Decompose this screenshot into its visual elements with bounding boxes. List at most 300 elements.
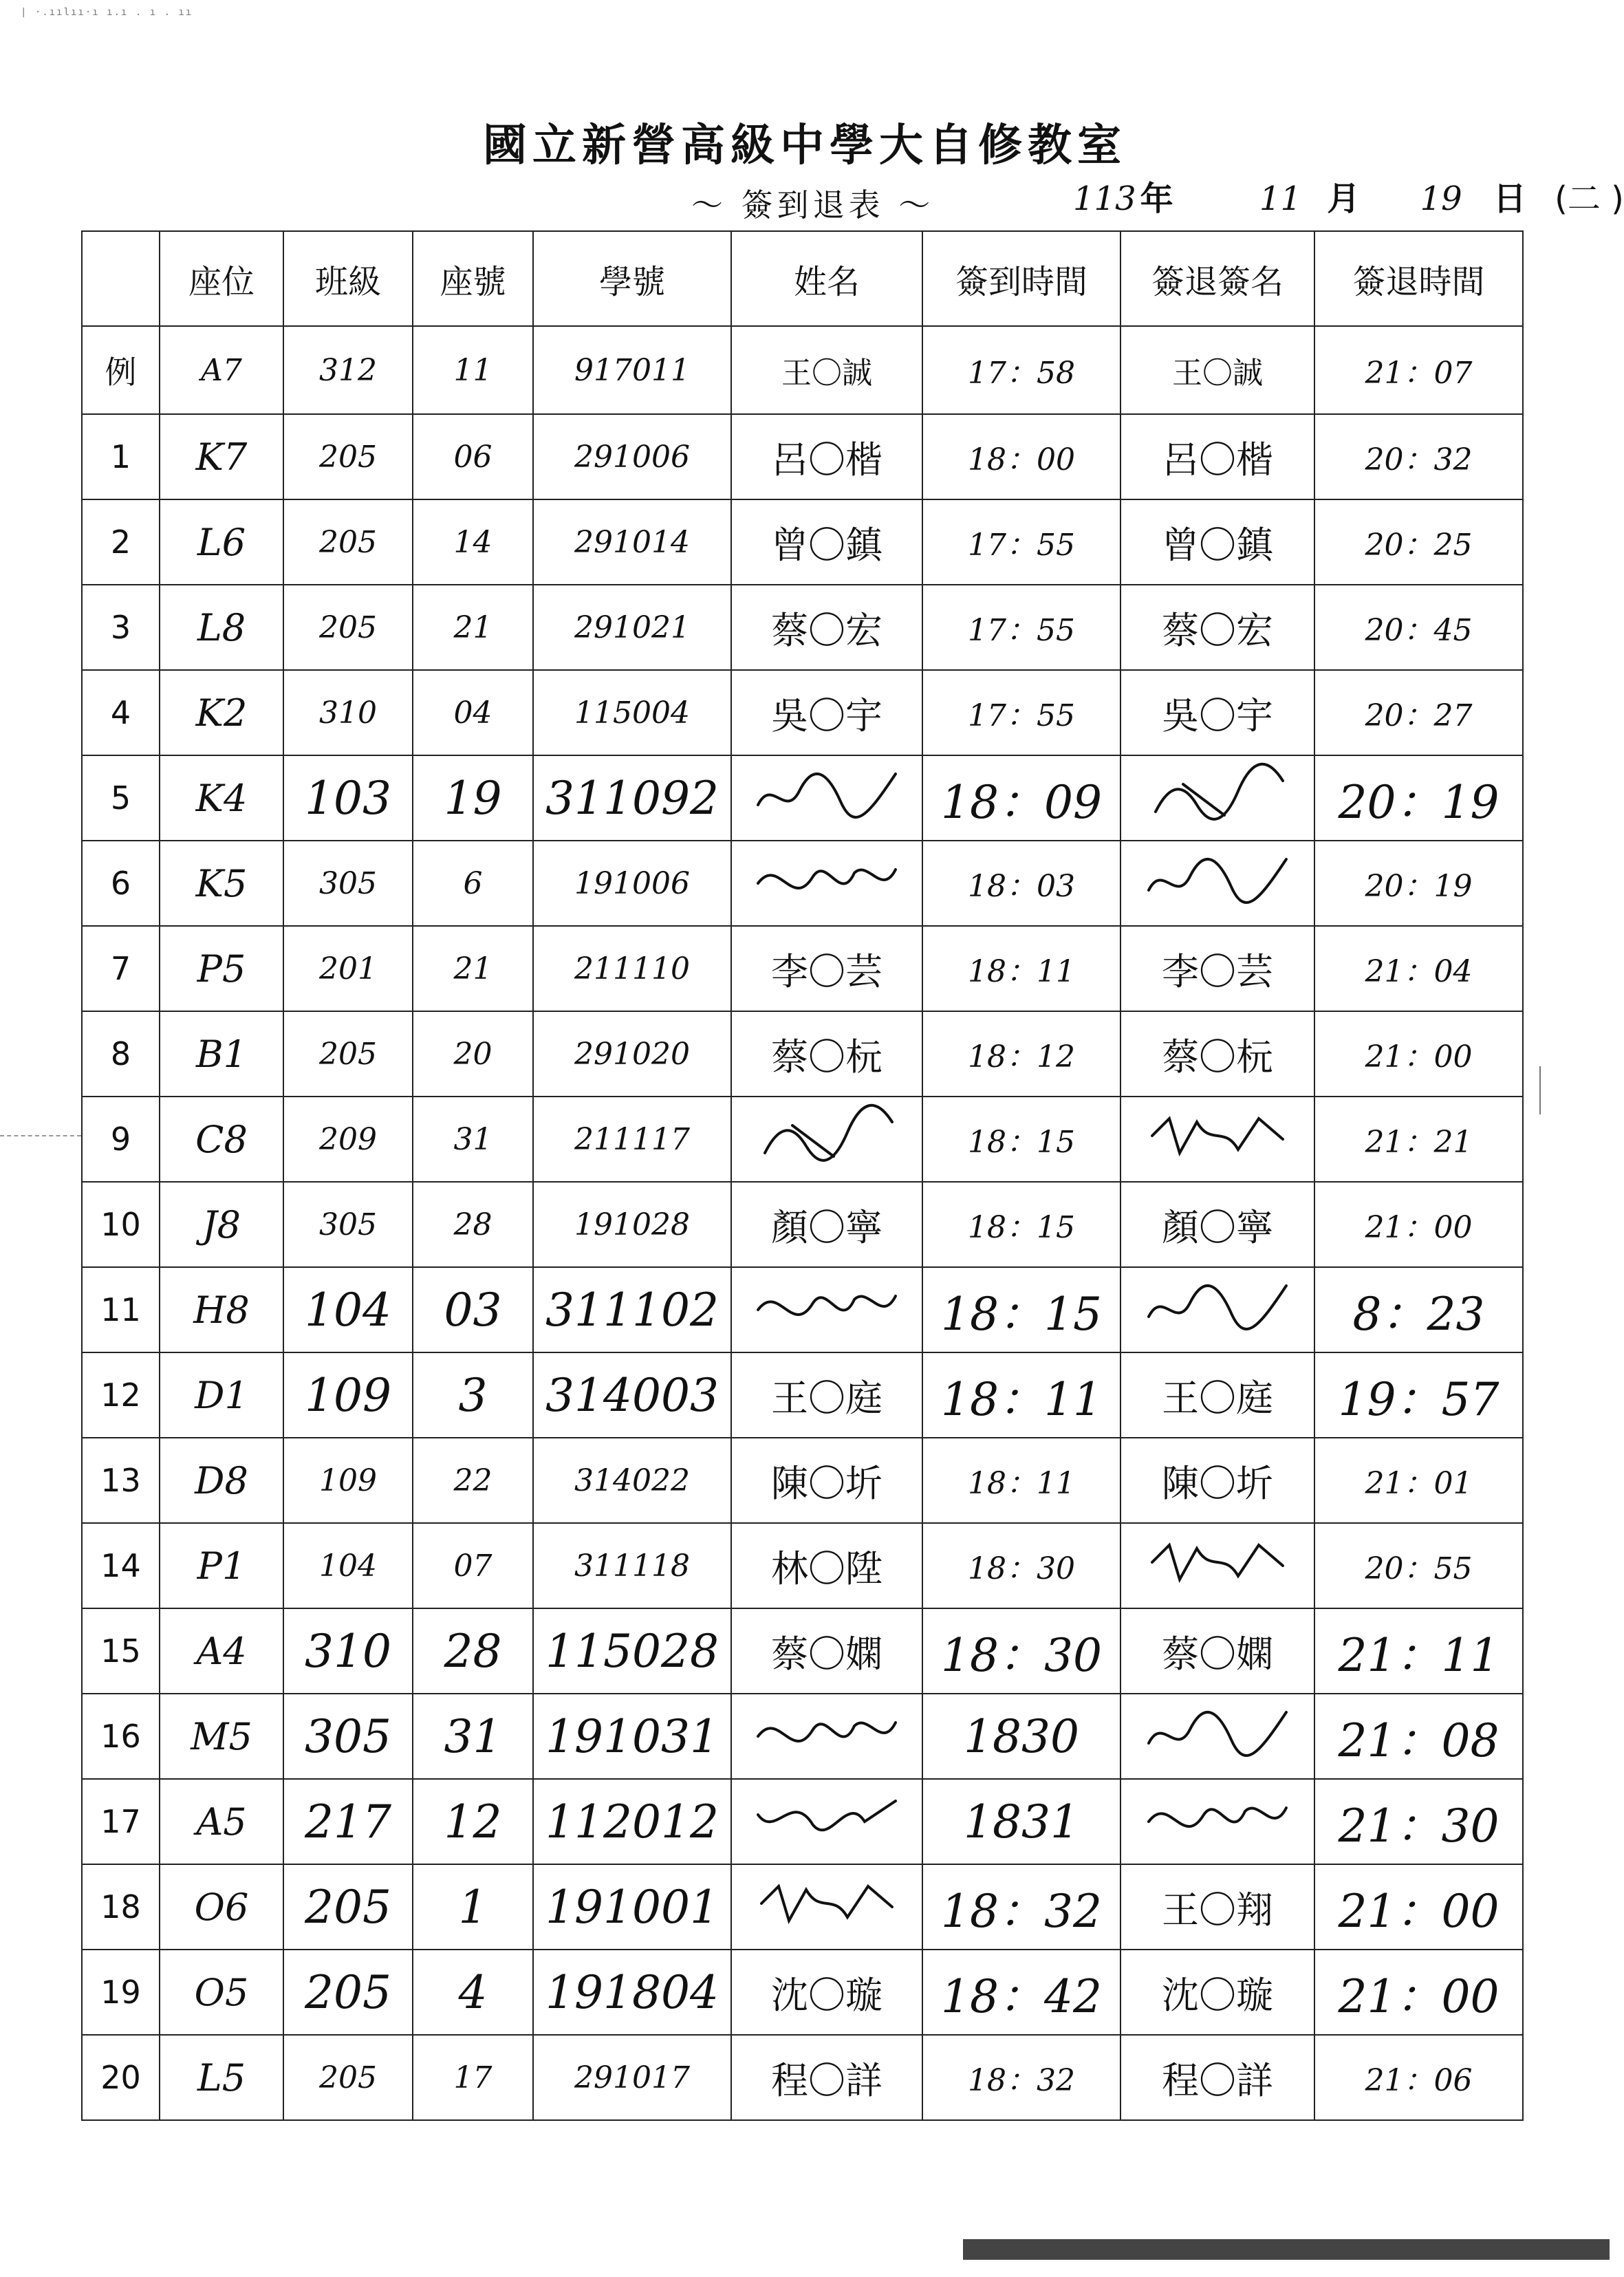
class-cell: [283, 1779, 413, 1864]
student-id-cell: [533, 1523, 731, 1608]
seat-number-cell-text: 1: [458, 1880, 488, 1934]
header-cell-class: 班級: [283, 231, 413, 326]
signin-time-cell: [922, 670, 1120, 755]
illegible-signature-scribble: [751, 1787, 902, 1849]
signin-time-cell-text: 17：58: [968, 356, 1075, 391]
table-row: [82, 841, 1523, 926]
student-id-cell: [533, 1182, 731, 1267]
illegible-signature-scribble: [1142, 849, 1293, 911]
signout-time-cell: [1314, 499, 1523, 585]
seat-cell-text: L6: [197, 520, 246, 564]
signin-time-cell: [922, 2035, 1120, 2120]
seat-number-cell: [413, 326, 533, 414]
seat-cell: [160, 499, 283, 585]
table-row: [82, 585, 1523, 670]
signin-time-cell: [922, 1608, 1120, 1694]
student-id-cell-text: 115004: [574, 695, 690, 731]
signout-signature-cell: [1120, 926, 1314, 1011]
name-signature-cell: [731, 1352, 922, 1438]
class-cell-text: 310: [305, 1624, 391, 1678]
signout-signature-cell: [1120, 1352, 1314, 1438]
signin-time-cell: [922, 1523, 1120, 1608]
class-cell-text: 205: [319, 524, 377, 560]
student-id-cell-text: 291017: [574, 2060, 690, 2095]
seat-cell-text: O6: [194, 1885, 249, 1929]
row-number: [82, 1352, 160, 1438]
row-number: [82, 1267, 160, 1352]
table-row: [82, 499, 1523, 585]
seat-cell-text: J8: [202, 1202, 241, 1247]
name-signature-cell-text: 蔡〇杬: [771, 1035, 883, 1079]
signout-time-cell: [1314, 1438, 1523, 1523]
signin-time-cell-text: 1830: [964, 1709, 1079, 1763]
name-signature-cell: [731, 1523, 922, 1608]
row-number-text: 例: [105, 354, 137, 391]
name-signature-cell: [731, 414, 922, 499]
header-cell-signout-time: 簽退時間: [1314, 231, 1523, 326]
row-number-text: 18: [100, 1888, 141, 1925]
name-signature-cell-text: 李〇芸: [771, 949, 883, 993]
scan-tick-mark: [1539, 1066, 1541, 1114]
signout-time-cell-text: 20：45: [1365, 613, 1473, 648]
seat-cell: [160, 1608, 283, 1694]
signin-time-cell-text: 18：11: [968, 954, 1075, 989]
signout-time-cell-text: 21：07: [1365, 356, 1473, 391]
signout-signature-cell-text: 陳〇圻: [1162, 1461, 1273, 1505]
header-cell-student-id: 學號: [533, 231, 731, 326]
seat-cell: [160, 1950, 283, 2035]
scan-bottom-edge: [963, 2239, 1610, 2260]
signin-time-cell-text: 18：11: [968, 1466, 1075, 1501]
name-signature-cell: [731, 2035, 922, 2120]
signin-time-cell: [922, 1011, 1120, 1097]
scan-dashed-mark: [0, 1135, 81, 1136]
seat-cell-text: H8: [193, 1288, 250, 1332]
seat-cell: [160, 1438, 283, 1523]
seat-number-cell-text: 17: [453, 2060, 492, 2095]
example-row: [82, 326, 1523, 414]
seat-cell-text: M5: [191, 1714, 252, 1758]
table-row: [82, 1779, 1523, 1864]
seat-cell-text: L5: [197, 2055, 246, 2100]
seat-cell-text: L8: [197, 605, 246, 649]
seat-cell-text: A5: [196, 1800, 247, 1844]
student-id-cell: [533, 1694, 731, 1779]
class-cell: [283, 1352, 413, 1438]
signin-time-cell-text: 17：55: [968, 698, 1075, 733]
seat-cell-text: D1: [195, 1373, 248, 1417]
signout-signature-cell: [1120, 414, 1314, 499]
row-number: [82, 1864, 160, 1950]
class-cell-text: 305: [305, 1709, 391, 1763]
signout-signature-cell: [1120, 1182, 1314, 1267]
signout-time-cell: [1314, 2035, 1523, 2120]
class-cell: [283, 1950, 413, 2035]
seat-number-cell-text: 03: [444, 1283, 502, 1337]
table-header-row: [82, 231, 1523, 326]
date-day: 19: [1420, 180, 1462, 218]
signout-time-cell: [1314, 1352, 1523, 1438]
student-id-cell-text: 291021: [574, 609, 690, 645]
seat-cell-text: C8: [195, 1117, 248, 1161]
seat-cell-text: P1: [197, 1544, 246, 1588]
row-number-text: 14: [100, 1547, 141, 1584]
class-cell-text: 312: [319, 352, 377, 388]
name-signature-cell: [731, 926, 922, 1011]
row-number: [82, 1438, 160, 1523]
signin-time-cell-text: 18：15: [941, 1287, 1102, 1341]
signout-time-cell-text: 19：57: [1338, 1372, 1500, 1426]
name-signature-cell: [731, 1182, 922, 1267]
signout-signature-cell-text: 曾〇鎮: [1162, 523, 1273, 567]
header-cell-seat-number: 座號: [413, 231, 533, 326]
signout-signature-cell: [1120, 841, 1314, 926]
student-id-cell: [533, 585, 731, 670]
signout-signature-cell: [1120, 1267, 1314, 1352]
student-id-cell: [533, 1950, 731, 2035]
student-id-cell: [533, 2035, 731, 2120]
date-year: 113: [1073, 180, 1136, 218]
illegible-signature-scribble: [1142, 1702, 1293, 1764]
table-row: [82, 2035, 1523, 2120]
row-number: [82, 926, 160, 1011]
seat-cell: [160, 1694, 283, 1779]
signout-signature-cell: [1120, 670, 1314, 755]
name-signature-cell: [731, 1267, 922, 1352]
name-signature-cell: [731, 326, 922, 414]
seat-cell: [160, 326, 283, 414]
signout-signature-cell-text: 沈〇璇: [1162, 1973, 1273, 2017]
signin-time-cell-text: 17：55: [968, 613, 1075, 648]
signout-time-cell-text: 21：00: [1338, 1970, 1500, 2023]
signout-signature-cell: [1120, 499, 1314, 585]
seat-number-cell: [413, 1779, 533, 1864]
seat-number-cell: [413, 841, 533, 926]
name-signature-cell-text: 陳〇圻: [771, 1461, 883, 1505]
date-month-label: 月: [1327, 180, 1361, 218]
table-row: [82, 414, 1523, 499]
class-cell: [283, 755, 413, 841]
seat-number-cell: [413, 1182, 533, 1267]
signin-time-cell: [922, 1097, 1120, 1182]
class-cell: [283, 2035, 413, 2120]
class-cell-text: 205: [319, 609, 377, 645]
signout-signature-cell: [1120, 1608, 1314, 1694]
student-id-cell: [533, 499, 731, 585]
student-id-cell: [533, 1267, 731, 1352]
page-title: 國立新營高級中學大自修教室: [483, 120, 1127, 171]
student-id-cell: [533, 755, 731, 841]
signout-signature-cell: [1120, 1694, 1314, 1779]
student-id-cell: [533, 1438, 731, 1523]
signin-time-cell-text: 18：03: [968, 869, 1075, 904]
student-id-cell: [533, 670, 731, 755]
class-cell: [283, 585, 413, 670]
name-signature-cell: [731, 841, 922, 926]
student-id-cell-text: 314003: [545, 1368, 719, 1422]
table-row: [82, 755, 1523, 841]
signin-time-cell: [922, 841, 1120, 926]
seat-cell: [160, 1267, 283, 1352]
class-cell-text: 305: [319, 1207, 377, 1242]
header-cell-name: 姓名: [731, 231, 922, 326]
signout-time-cell-text: 20：19: [1338, 775, 1500, 829]
illegible-signature-scribble: [1142, 1787, 1293, 1849]
signout-time-cell: [1314, 1267, 1523, 1352]
seat-number-cell: [413, 2035, 533, 2120]
class-cell-text: 205: [319, 2060, 377, 2095]
name-signature-cell-text: 吳〇宇: [771, 693, 883, 737]
seat-cell: [160, 1779, 283, 1864]
signout-signature-cell: [1120, 2035, 1314, 2120]
class-cell: [283, 1864, 413, 1950]
class-cell-text: 205: [305, 1965, 391, 2019]
seat-number-cell: [413, 755, 533, 841]
signout-time-cell: [1314, 670, 1523, 755]
seat-cell-text: P5: [197, 947, 246, 991]
illegible-signature-scribble: [1142, 1275, 1293, 1337]
row-number-text: 19: [100, 1974, 141, 2011]
class-cell-text: 201: [319, 951, 377, 986]
date-year-label: 年: [1140, 180, 1173, 218]
signout-time-cell: [1314, 926, 1523, 1011]
row-number: [82, 585, 160, 670]
seat-number-cell: [413, 414, 533, 499]
student-id-cell: [533, 1608, 731, 1694]
class-cell-text: 103: [305, 771, 391, 825]
table-row: [82, 1864, 1523, 1950]
seat-number-cell: [413, 1438, 533, 1523]
class-cell-text: 310: [319, 695, 377, 731]
student-id-cell: [533, 1011, 731, 1097]
student-id-cell: [533, 414, 731, 499]
signout-signature-cell: [1120, 585, 1314, 670]
name-signature-cell: [731, 1864, 922, 1950]
seat-cell: [160, 926, 283, 1011]
row-number-text: 17: [100, 1803, 141, 1840]
signout-time-cell-text: 20：32: [1365, 442, 1473, 477]
name-signature-cell-text: 蔡〇宏: [771, 608, 883, 652]
row-number-text: 12: [100, 1377, 141, 1414]
student-id-cell-text: 211110: [574, 951, 690, 986]
signin-time-cell: [922, 926, 1120, 1011]
class-cell: [283, 1608, 413, 1694]
signout-time-cell: [1314, 1097, 1523, 1182]
signout-time-cell-text: 20：55: [1365, 1551, 1473, 1586]
seat-cell-text: D8: [195, 1458, 248, 1502]
page-subtitle: ～ 簽到退表 ～: [691, 186, 935, 224]
signin-time-cell: [922, 1438, 1120, 1523]
signout-time-cell: [1314, 1779, 1523, 1864]
seat-cell-text: K2: [195, 691, 248, 735]
signin-time-cell: [922, 1950, 1120, 2035]
illegible-signature-scribble: [1142, 1105, 1293, 1167]
table-row: [82, 1097, 1523, 1182]
illegible-signature-scribble: [751, 1105, 902, 1167]
signout-time-cell: [1314, 585, 1523, 670]
signout-time-cell-text: 21：21: [1365, 1125, 1473, 1160]
class-cell: [283, 1011, 413, 1097]
seat-number-cell-text: 21: [453, 951, 492, 986]
signin-time-cell-text: 18：30: [968, 1551, 1075, 1586]
signout-time-cell: [1314, 1011, 1523, 1097]
class-cell-text: 109: [305, 1368, 391, 1422]
student-id-cell-text: 115028: [545, 1624, 719, 1678]
signout-time-cell-text: 20：27: [1365, 698, 1473, 733]
class-cell: [283, 499, 413, 585]
seat-cell: [160, 1011, 283, 1097]
table-row: [82, 1694, 1523, 1779]
signout-time-cell-text: 21：00: [1338, 1884, 1500, 1938]
date-weekday: (二 ): [1555, 180, 1624, 218]
signin-time-cell-text: 18：12: [968, 1039, 1075, 1075]
date-line: [1073, 172, 1624, 219]
signout-signature-cell-text: 吳〇宇: [1162, 693, 1273, 737]
signout-time-cell-text: 21：06: [1365, 2063, 1473, 2098]
signout-time-cell: [1314, 1950, 1523, 2035]
signout-signature-cell-text: 程〇詳: [1162, 2058, 1273, 2102]
class-cell: [283, 326, 413, 414]
student-id-cell-text: 291006: [574, 439, 690, 475]
signout-time-cell-text: 21：11: [1338, 1628, 1500, 1682]
student-id-cell-text: 311102: [545, 1283, 719, 1337]
signin-time-cell-text: 18：09: [941, 775, 1102, 829]
name-signature-cell-text: 王〇庭: [771, 1376, 883, 1420]
seat-cell-text: K4: [195, 776, 248, 820]
row-number: [82, 1097, 160, 1182]
student-id-cell-text: 311118: [574, 1548, 690, 1584]
signout-time-cell-text: 21：30: [1338, 1799, 1500, 1853]
signout-time-cell: [1314, 414, 1523, 499]
class-cell-text: 217: [305, 1795, 391, 1848]
seat-number-cell: [413, 1267, 533, 1352]
seat-number-cell-text: 04: [453, 695, 492, 731]
student-id-cell: [533, 1864, 731, 1950]
seat-number-cell: [413, 585, 533, 670]
name-signature-cell: [731, 755, 922, 841]
signin-time-cell-text: 18：15: [968, 1210, 1075, 1245]
seat-cell: [160, 755, 283, 841]
row-number: [82, 499, 160, 585]
row-number-text: 7: [110, 950, 131, 987]
class-cell: [283, 1097, 413, 1182]
signout-signature-cell: [1120, 1011, 1314, 1097]
student-id-cell-text: 291020: [574, 1036, 690, 1072]
seat-number-cell-text: 3: [458, 1368, 488, 1422]
illegible-signature-scribble: [751, 1873, 902, 1934]
sign-in-table: [81, 230, 1524, 2121]
row-number-text: 15: [100, 1632, 141, 1670]
signout-time-cell: [1314, 1864, 1523, 1950]
seat-number-cell: [413, 1864, 533, 1950]
signout-signature-cell-text: 王〇誠: [1172, 356, 1263, 391]
signout-signature-cell: [1120, 1864, 1314, 1950]
seat-cell-text: K7: [195, 435, 248, 479]
signout-signature-cell-text: 呂〇楷: [1162, 438, 1273, 482]
student-id-cell-text: 191006: [574, 865, 690, 901]
row-number-text: 10: [100, 1206, 141, 1243]
table-row: [82, 1011, 1523, 1097]
header-cell-index: [82, 231, 160, 326]
signout-time-cell-text: 20：19: [1365, 869, 1473, 904]
seat-cell: [160, 1097, 283, 1182]
seat-number-cell-text: 31: [444, 1709, 502, 1763]
date-day-label: 日: [1493, 180, 1526, 218]
row-number: [82, 1694, 160, 1779]
student-id-cell: [533, 1352, 731, 1438]
name-signature-cell-text: 王〇誠: [781, 356, 872, 391]
signin-time-cell: [922, 326, 1120, 414]
class-cell: [283, 1694, 413, 1779]
row-number: [82, 414, 160, 499]
illegible-signature-scribble: [1142, 1531, 1293, 1593]
row-number: [82, 670, 160, 755]
student-id-cell-text: 191804: [545, 1965, 719, 2019]
name-signature-cell: [731, 1011, 922, 1097]
name-signature-cell-text: 曾〇鎮: [771, 523, 883, 567]
row-number-text: 3: [110, 609, 131, 646]
name-signature-cell-text: 蔡〇嫻: [771, 1632, 883, 1676]
table-row: [82, 1950, 1523, 2035]
name-signature-cell: [731, 1608, 922, 1694]
signin-time-cell-text: 18：11: [941, 1372, 1102, 1426]
table-row: [82, 1608, 1523, 1694]
signin-time-cell: [922, 1182, 1120, 1267]
signout-signature-cell: [1120, 1779, 1314, 1864]
row-number: [82, 2035, 160, 2120]
signin-time-cell: [922, 1694, 1120, 1779]
class-cell: [283, 1523, 413, 1608]
signin-time-cell: [922, 1864, 1120, 1950]
signout-signature-cell-text: 王〇庭: [1162, 1376, 1273, 1420]
signout-signature-cell-text: 蔡〇杬: [1162, 1035, 1273, 1079]
signin-time-cell-text: 18：30: [941, 1628, 1102, 1682]
signin-time-cell: [922, 1352, 1120, 1438]
signout-signature-cell-text: 蔡〇宏: [1162, 608, 1273, 652]
class-cell-text: 305: [319, 865, 377, 901]
seat-number-cell-text: 20: [453, 1036, 492, 1072]
row-number-text: 20: [100, 2059, 141, 2096]
student-id-cell: [533, 926, 731, 1011]
name-signature-cell: [731, 670, 922, 755]
seat-number-cell: [413, 1694, 533, 1779]
row-number-text: 9: [110, 1121, 131, 1158]
row-number-text: 6: [110, 865, 131, 902]
seat-number-cell: [413, 1097, 533, 1182]
seat-cell: [160, 1523, 283, 1608]
signout-time-cell: [1314, 326, 1523, 414]
seat-number-cell-text: 21: [453, 609, 492, 645]
seat-number-cell-text: 19: [444, 771, 502, 825]
seat-number-cell-text: 06: [453, 439, 492, 475]
row-number-text: 16: [100, 1718, 141, 1755]
row-number-text: 5: [110, 779, 131, 817]
table-row: [82, 926, 1523, 1011]
signout-signature-cell: [1120, 1097, 1314, 1182]
student-id-cell-text: 211117: [574, 1121, 690, 1157]
seat-number-cell-text: 6: [463, 865, 483, 901]
signout-time-cell-text: 20：25: [1365, 528, 1473, 563]
signin-time-cell: [922, 1267, 1120, 1352]
row-number: [82, 326, 160, 414]
student-id-cell: [533, 326, 731, 414]
class-cell-text: 104: [305, 1283, 391, 1337]
seat-number-cell-text: 28: [444, 1624, 502, 1678]
name-signature-cell-text: 林〇陞: [771, 1546, 883, 1590]
signout-signature-cell-text: 蔡〇嫻: [1162, 1632, 1273, 1676]
signin-time-cell: [922, 1779, 1120, 1864]
row-number: [82, 1779, 160, 1864]
